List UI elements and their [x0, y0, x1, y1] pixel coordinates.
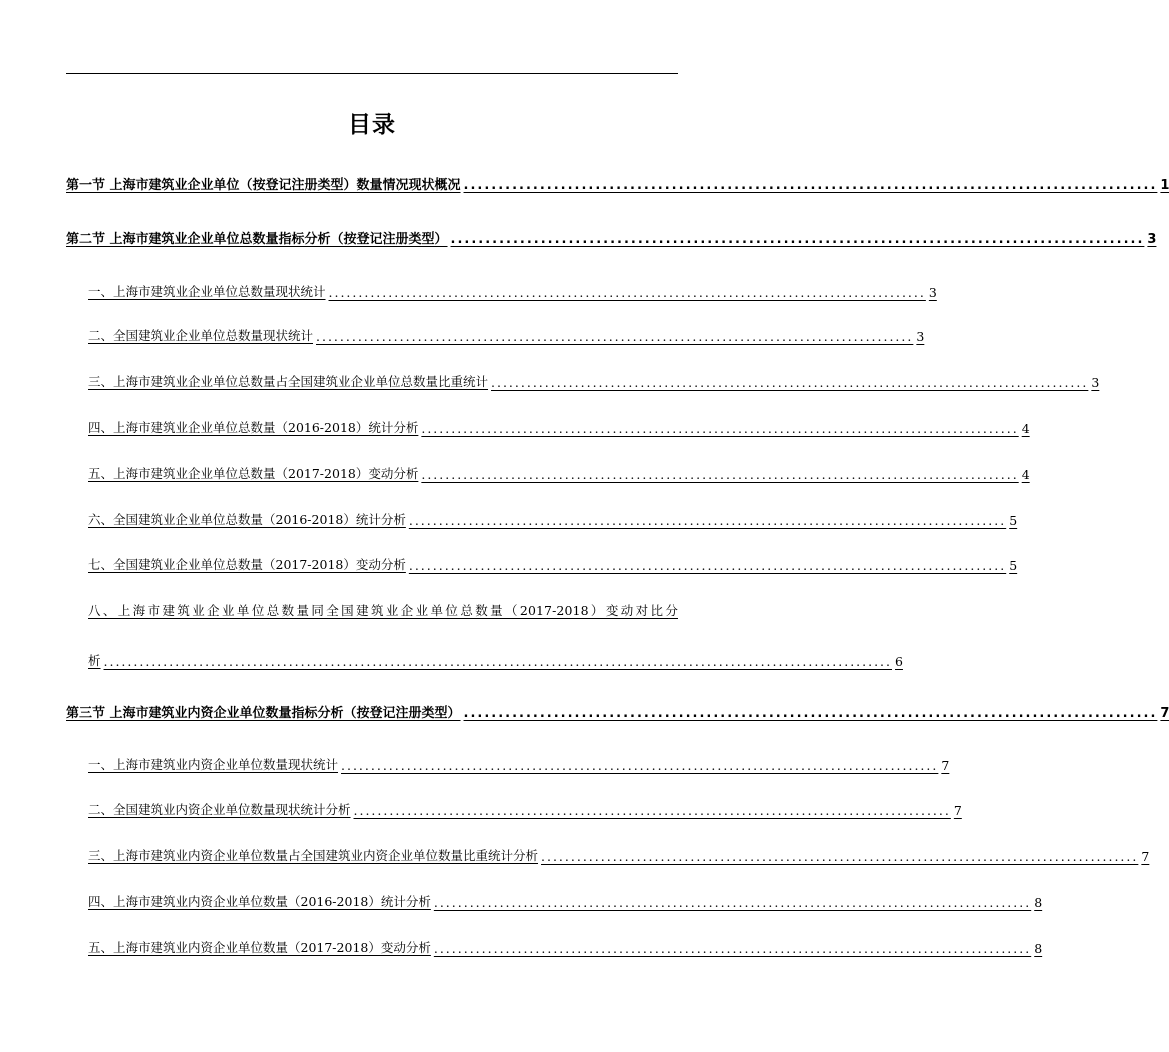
toc-entry-label: 五、上海市建筑业企业单位总数量（2017-2018）变动分析	[88, 466, 419, 481]
toc-page-number: 5	[1009, 513, 1018, 528]
toc-page-number: 6	[895, 654, 903, 669]
toc-entry-section-1[interactable]	[66, 174, 1169, 193]
toc-entry-label: 三、上海市建筑业内资企业单位数量占全国建筑业内资企业单位数量比重统计分析	[88, 848, 539, 863]
toc-leader-dots: ....................................................................................................................................	[103, 654, 893, 669]
toc-entry-2-5[interactable]	[88, 464, 1030, 482]
toc-page-number: 3	[928, 285, 937, 300]
toc-page-number: 1	[1160, 178, 1169, 193]
toc-entry-label: 第一节 上海市建筑业企业单位（按登记注册类型）数量情况现状概况	[66, 178, 461, 193]
toc-title: 目录	[348, 112, 396, 138]
toc-leader-dots: ....................................................................................................	[421, 421, 1019, 436]
toc-page-number: 7	[953, 803, 962, 818]
toc-entry-label: 二、全国建筑业企业单位总数量现状统计	[88, 328, 314, 343]
toc-leader-dots: ....................................................................................................	[328, 285, 926, 300]
toc-page-number: 5	[1009, 558, 1018, 573]
toc-leader-dots: ....................................................................................................	[408, 558, 1007, 573]
toc-leader-dots: ....................................................................................................	[433, 941, 1032, 956]
toc-entry-label: 一、上海市建筑业企业单位总数量现状统计	[88, 284, 326, 299]
toc-entry-label: 七、全国建筑业企业单位总数量（2017-2018）变动分析	[88, 557, 406, 572]
toc-page-number: 4	[1021, 421, 1030, 436]
toc-entry-section-2[interactable]	[66, 228, 1157, 247]
toc-entry-2-3[interactable]	[88, 372, 1100, 390]
toc-entry-label: 二、全国建筑业内资企业单位数量现状统计分析	[88, 802, 351, 817]
header-rule	[66, 73, 678, 74]
toc-leader-dots: ....................................................................................................	[341, 758, 939, 773]
toc-entry-label: 第二节 上海市建筑业企业单位总数量指标分析（按登记注册类型）	[66, 232, 448, 247]
toc-page-number: 7	[1160, 706, 1169, 721]
toc-entry-label: 四、上海市建筑业企业单位总数量（2016-2018）统计分析	[88, 420, 419, 435]
toc-entry-label: 四、上海市建筑业内资企业单位数量（2016-2018）统计分析	[88, 894, 431, 909]
toc-page-number: 7	[941, 758, 950, 773]
toc-entry-3-4[interactable]	[88, 892, 1043, 910]
toc-leader-dots: ....................................................................................................	[353, 803, 951, 818]
toc-entry-label: 第三节 上海市建筑业内资企业单位数量指标分析（按登记注册类型）	[66, 706, 461, 721]
toc-page-number: 3	[1091, 375, 1100, 390]
toc-leader-dots: ....................................................................................................	[316, 329, 914, 344]
toc-leader-dots: ....................................................................................................	[450, 232, 1145, 247]
toc-leader-dots: ....................................................................................................	[463, 178, 1158, 193]
toc-entry-label: 八、上海市建筑业企业单位总数量同全国建筑业企业单位总数量（2017-2018）变动对比分	[88, 603, 678, 618]
toc-entry-3-3[interactable]	[88, 846, 1150, 864]
toc-entry-2-2[interactable]	[88, 326, 925, 344]
toc-leader-dots: ....................................................................................................	[421, 467, 1019, 482]
toc-leader-dots: ....................................................................................................	[491, 375, 1089, 390]
toc-page-number: 3	[916, 329, 925, 344]
toc-entry-label-continued: 析	[88, 653, 101, 668]
toc-entry-2-7[interactable]	[88, 555, 1018, 573]
toc-page-number: 4	[1021, 467, 1030, 482]
toc-leader-dots: ....................................................................................................	[433, 895, 1032, 910]
toc-page-number: 8	[1034, 895, 1043, 910]
toc-entry-2-6[interactable]	[88, 510, 1018, 528]
toc-entry-label: 一、上海市建筑业内资企业单位数量现状统计	[88, 757, 339, 772]
toc-leader-dots: ....................................................................................................	[541, 849, 1139, 864]
toc-entry-3-1[interactable]	[88, 755, 950, 773]
toc-entry-2-4[interactable]	[88, 418, 1030, 436]
toc-entry-label: 五、上海市建筑业内资企业单位数量（2017-2018）变动分析	[88, 940, 431, 955]
toc-entry-3-5[interactable]	[88, 938, 1043, 956]
toc-entry-label: 六、全国建筑业企业单位总数量（2016-2018）统计分析	[88, 512, 406, 527]
toc-page-number: 3	[1147, 232, 1157, 247]
toc-entry-continuation	[88, 651, 903, 669]
toc-leader-dots: ....................................................................................................	[463, 706, 1158, 721]
toc-entry-2-1[interactable]	[88, 282, 937, 300]
toc-entry-2-8[interactable]	[88, 601, 903, 669]
toc-entry-3-2[interactable]	[88, 800, 962, 818]
toc-entry-label: 三、上海市建筑业企业单位总数量占全国建筑业企业单位总数量比重统计	[88, 374, 489, 389]
toc-page-number: 8	[1034, 941, 1043, 956]
toc-page-number: 7	[1141, 849, 1150, 864]
toc-leader-dots: ....................................................................................................	[408, 513, 1007, 528]
toc-entry-section-3[interactable]	[66, 702, 1169, 721]
